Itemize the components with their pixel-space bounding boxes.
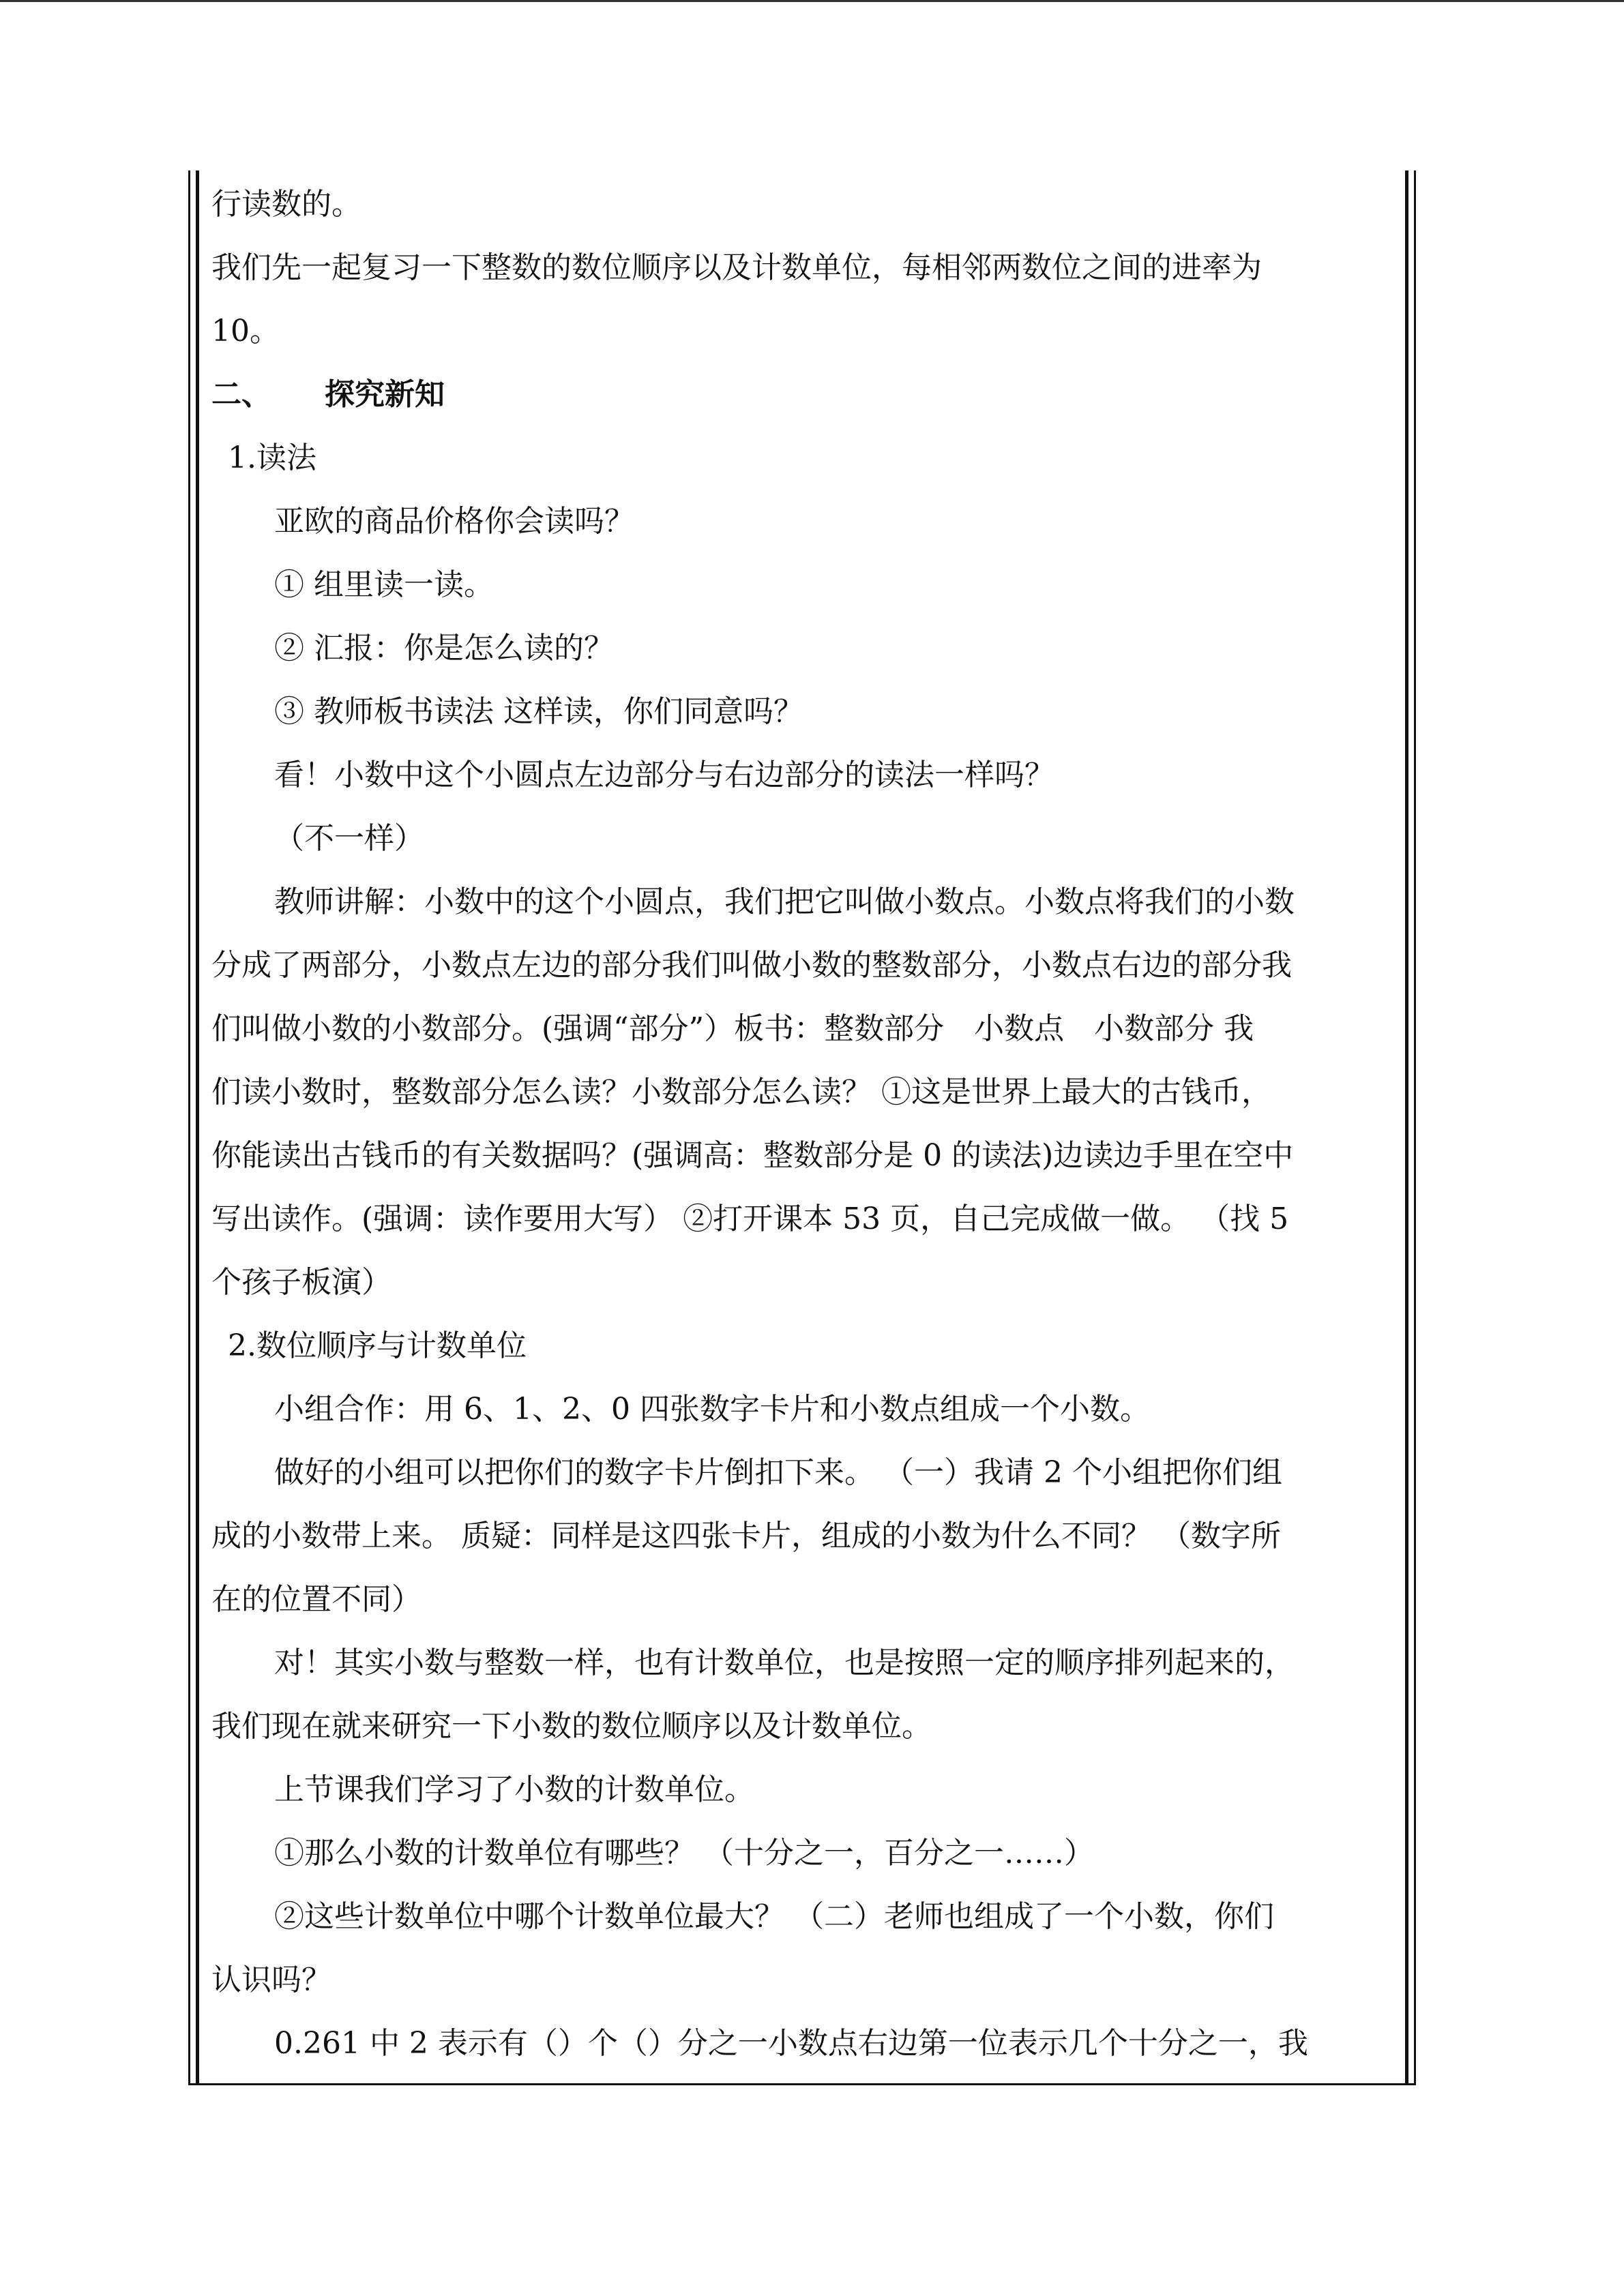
text-line: ③ 教师板书读法 这样读，你们同意吗？ bbox=[274, 694, 803, 729]
text-line: 个孩子板演） bbox=[211, 1265, 392, 1300]
text-line: ① 组里读一读。 bbox=[274, 567, 494, 602]
text-line: 10。 bbox=[211, 314, 280, 348]
section-number: 二、 bbox=[211, 377, 271, 412]
section-title: 探究新知 bbox=[325, 377, 445, 412]
subheading-reading: 1.读法 bbox=[228, 441, 316, 475]
text-line: 对！其实小数与整数一样，也有计数单位，也是按照一定的顺序排列起来的， bbox=[274, 1645, 1295, 1680]
text-line: 我们先一起复习一下整数的数位顺序以及计数单位，每相邻两数位之间的进率为 bbox=[211, 250, 1262, 285]
text-line: 看！小数中这个小圆点左边部分与右边部分的读法一样吗？ bbox=[274, 758, 1054, 792]
section-heading bbox=[211, 376, 445, 413]
text-line: 在的位置不同） bbox=[211, 1582, 422, 1617]
text-line: ②这些计数单位中哪个计数单位最大？ （二）老师也组成了一个小数，你们 bbox=[274, 1899, 1274, 1934]
text-line: 们叫做小数的小数部分。(强调“部分”）板书：整数部分 小数点 小数部分 我 bbox=[211, 1011, 1254, 1046]
page-top-rule bbox=[0, 0, 1624, 2]
text-line: 0.261 中 2 表示有（）个（）分之一小数点右边第一位表示几个十分之一，我 bbox=[274, 2026, 1308, 2061]
text-line: 做好的小组可以把你们的数字卡片倒扣下来。 （一）我请 2 个小组把你们组 bbox=[274, 1455, 1282, 1490]
text-line: 你能读出古钱币的有关数据吗？(强调高：整数部分是 0 的读法)边读边手里在空中 bbox=[211, 1138, 1294, 1173]
text-line: （不一样） bbox=[274, 821, 424, 856]
subheading-digit-order: 2.数位顺序与计数单位 bbox=[228, 1328, 527, 1363]
text-line: ② 汇报：你是怎么读的？ bbox=[274, 631, 614, 666]
text-line: 认识吗？ bbox=[211, 1963, 331, 1997]
text-line: 亚欧的商品价格你会读吗？ bbox=[274, 504, 634, 539]
text-line: 成的小数带上来。 质疑：同样是这四张卡片，组成的小数为什么不同？ （数字所 bbox=[211, 1519, 1281, 1553]
text-line: 分成了两部分，小数点左边的部分我们叫做小数的整数部分，小数点右边的部分我 bbox=[211, 948, 1292, 983]
text-line: 们读小数时，整数部分怎么读？小数部分怎么读？ ①这是世界上最大的古钱币， bbox=[211, 1075, 1271, 1109]
text-line: 我们现在就来研究一下小数的数位顺序以及计数单位。 bbox=[211, 1709, 932, 1744]
text-line: 上节课我们学习了小数的计数单位。 bbox=[274, 1772, 754, 1807]
text-line: 小组合作：用 6、1、2、0 四张数字卡片和小数点组成一个小数。 bbox=[274, 1392, 1150, 1427]
text-line: ①那么小数的计数单位有哪些？ （十分之一，百分之一……） bbox=[274, 1836, 1094, 1870]
text-line: 教师讲解：小数中的这个小圆点，我们把它叫做小数点。小数点将我们的小数 bbox=[274, 884, 1295, 919]
text-line: 行读数的。 bbox=[211, 187, 361, 222]
text-line: 写出读作。(强调：读作要用大写） ②打开课本 53 页，自己完成做一做。 （找 5 bbox=[211, 1202, 1289, 1236]
